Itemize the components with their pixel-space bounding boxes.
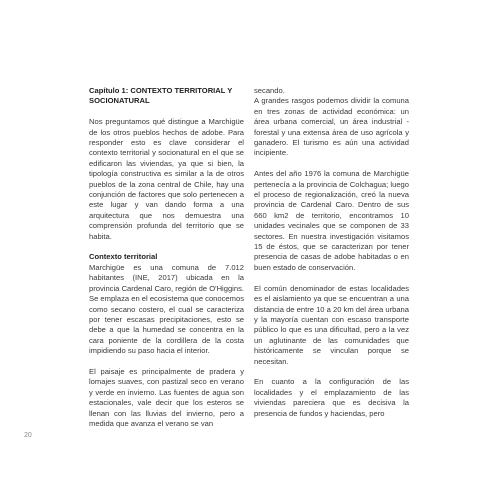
paragraph-isolation: El común denominador de estas localidades es el aislamiento ya que se encuentran a una distancia de entre 10 a 20 km del área urbana y la mayoría cuentan con escaso transporte público lo que es una dificultad, pero a la vez un aglutinante de las comunidades que históricamente se vinculan porque se necesitan. — [254, 283, 409, 366]
paragraph-landscape: El paisaje es principalmente de pradera y lomajes suaves, con pastizal seco en verano y verde en invierno. Las fuentes de agua son estacionales, vale decir que los esteros se llenan con las lluvias del invierno, pero a medida que avanza el verano se van — [89, 366, 244, 428]
paragraph-territorial-context: Marchigüe es una comuna de 7.012 habitantes (INE, 2017) ubicada en la provincia Cardenal Caro, región de O'Higgins. Se emplaza en el ecosistema que conocemos como secano costero, el cual se caracteriza por tener escasas precipitaciones, esto se debe a que la humedad se concentra en la cara poniente de la cordillera de la costa impidiendo su paso hacia el interior. — [89, 262, 244, 356]
paragraph-continuation: secando. — [254, 86, 285, 95]
paragraph-economic-zones: A grandes rasgos podemos dividir la comuna en tres zonas de actividad económica: un área urbana comercial, un área industrial - forestal y una extensa área de uso agrícola y ganadero. El turismo es aún una actividad incipiente. — [254, 96, 409, 158]
paragraph-history: Antes del año 1976 la comuna de Marchigüe pertenecía a la provincia de Colchagua; luego el proceso de regionalización, creó la nueva provincia de Cardenal Caro. Dentro de sus 660 km2 de territorio, encontramos 10 unidades vecinales que se componen de 33 sectores. En nuestra investigación visitamos 15 de éstos, que se caracterizan por tener presencia de casas de adobe habitadas o en buen estado de conservación. — [254, 169, 409, 272]
section-subheading: Contexto territorial — [89, 252, 158, 262]
chapter-heading: Capítulo 1: CONTEXTO TERRITORIAL Y SOCIONATURAL — [89, 86, 233, 106]
right-column — [254, 86, 409, 419]
paragraph-intro: Nos preguntamos qué distingue a Marchigüe de los otros pueblos hechos de adobe. Para responder esto es clave considerar el contexto territorial y socionatural en el que se edificaron las viviendas, ya que si bien, la tipología constructiva es similar a la de otros pueblos de la zona central de Chile, hay una conjunción de factores que solo pertenecen a este lugar y van dando forma a una arquitectura que nos demuestra una comprensión profunda del territorio que se habita. — [89, 117, 244, 241]
page-number: 20 — [24, 432, 32, 439]
left-column — [89, 86, 244, 429]
paragraph-configuration: En cuanto a la configuración de las localidades y el emplazamiento de las viviendas pareciera que es decisiva la presencia de fundos y haciendas, pero — [254, 377, 409, 418]
